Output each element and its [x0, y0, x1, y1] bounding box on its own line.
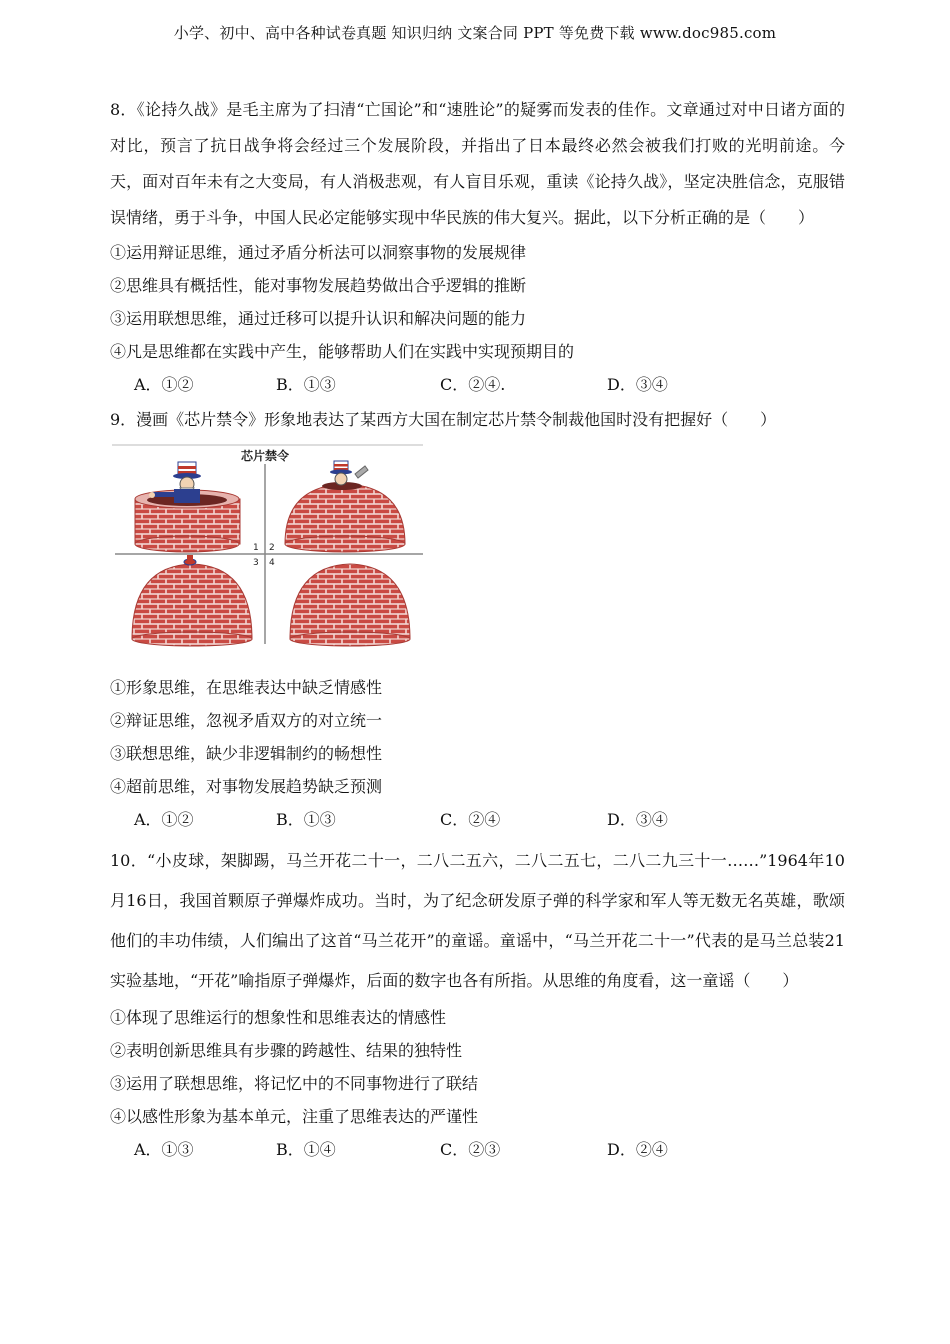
- question-8-option-4: ④凡是思维都在实践中产生，能够帮助人们在实践中实现预期目的: [110, 342, 575, 361]
- question-10-option-4: ④以感性形象为基本单元，注重了思维表达的严谨性: [110, 1107, 479, 1126]
- question-10: [110, 841, 845, 1167]
- question-8: [110, 92, 845, 402]
- question-10-choice-b[interactable]: B．①④: [276, 1140, 336, 1159]
- question-8-choice-c[interactable]: C．②④.: [440, 375, 506, 394]
- question-8-option-3: ③运用联想思维，通过迁移可以提升认识和解决问题的能力: [110, 309, 527, 328]
- page-header: 小学、初中、高中各种试卷真题 知识归纳 文案合同 PPT 等免费下载 www.doc985.com: [173, 24, 777, 42]
- chip-ban-cartoon: [110, 444, 425, 649]
- question-10-choice-a[interactable]: A．①③: [134, 1140, 194, 1159]
- question-8-option-1: ①运用辩证思维，通过矛盾分析法可以洞察事物的发展规律: [110, 243, 527, 262]
- cartoon-illustration: [110, 444, 425, 649]
- question-9-option-2: ②辩证思维，忽视矛盾双方的对立统一: [110, 711, 383, 730]
- panel-number-2: 2: [269, 543, 275, 553]
- question-10-option-1: ①体现了思维运行的想象性和思维表达的情感性: [110, 1008, 447, 1027]
- question-9-choice-d[interactable]: D．③④: [607, 810, 668, 829]
- panel-number-3: 3: [253, 558, 259, 568]
- panel-number-1: 1: [253, 543, 259, 553]
- question-10-option-3: ③运用了联想思维，将记忆中的不同事物进行了联结: [110, 1074, 479, 1093]
- question-9: [110, 402, 845, 837]
- question-10-stem: 10．“小皮球，架脚踢，马兰开花二十一，二八二五六，二八二五七，二八二九三十一……”1964年10月16日，我国首颗原子弹爆炸成功。当时，为了纪念研发原子弹的科学家和军人等无数无名英雄，歌颂他们的丰功伟绩，人们编出了这首“马兰花开”的童谣。童谣中，“马兰开花二十一”代表的是马兰总装21实验基地，“开花”喻指原子弹爆炸，后面的数字也各有所指。从思维的角度看，这一童谣（ ）: [110, 851, 845, 990]
- question-9-option-3: ③联想思维，缺少非逻辑制约的畅想性: [110, 744, 383, 763]
- panel-number-4: 4: [269, 558, 275, 568]
- question-9-option-4: ④超前思维，对事物发展趋势缺乏预测: [110, 777, 383, 796]
- question-8-choice-d[interactable]: D．③④: [607, 375, 668, 394]
- question-9-option-1: ①形象思维，在思维表达中缺乏情感性: [110, 678, 383, 697]
- question-10-option-2: ②表明创新思维具有步骤的跨越性、结果的独特性: [110, 1041, 463, 1060]
- question-8-choice-b[interactable]: B．①③: [276, 375, 336, 394]
- question-8-option-2: ②思维具有概括性，能对事物发展趋势做出合乎逻辑的推断: [110, 276, 527, 295]
- question-9-choices: [110, 803, 845, 837]
- question-8-stem: 8．《论持久战》是毛主席为了扫清“亡国论”和“速胜论”的疑雾而发表的佳作。文章通过对中日诸方面的对比，预言了抗日战争将会经过三个发展阶段，并指出了日本最终必然会被我们打败的光明前途。今天，面对百年未有之大变局，有人消极悲观，有人盲目乐观，重读《论持久战》，坚定决胜信念，克服错误情绪，勇于斗争，中国人民必定能够实现中华民族的伟大复兴。据此，以下分析正确的是（ ）: [110, 100, 845, 227]
- question-8-choice-a[interactable]: A．①②: [134, 375, 194, 394]
- page-content: [110, 92, 845, 1167]
- cartoon-title: 芯片禁令: [240, 449, 290, 463]
- question-9-choice-a[interactable]: A．①②: [134, 810, 194, 829]
- question-8-choices: [110, 368, 845, 402]
- question-9-choice-c[interactable]: C．②④: [440, 810, 501, 829]
- question-10-choice-d[interactable]: D．②④: [607, 1140, 668, 1159]
- question-9-stem: 9．漫画《芯片禁令》形象地表达了某西方大国在制定芯片禁令制裁他国时没有把握好（ ）: [110, 410, 777, 429]
- question-9-choice-b[interactable]: B．①③: [276, 810, 336, 829]
- question-10-choices: [110, 1133, 845, 1167]
- question-10-choice-c[interactable]: C．②③: [440, 1140, 501, 1159]
